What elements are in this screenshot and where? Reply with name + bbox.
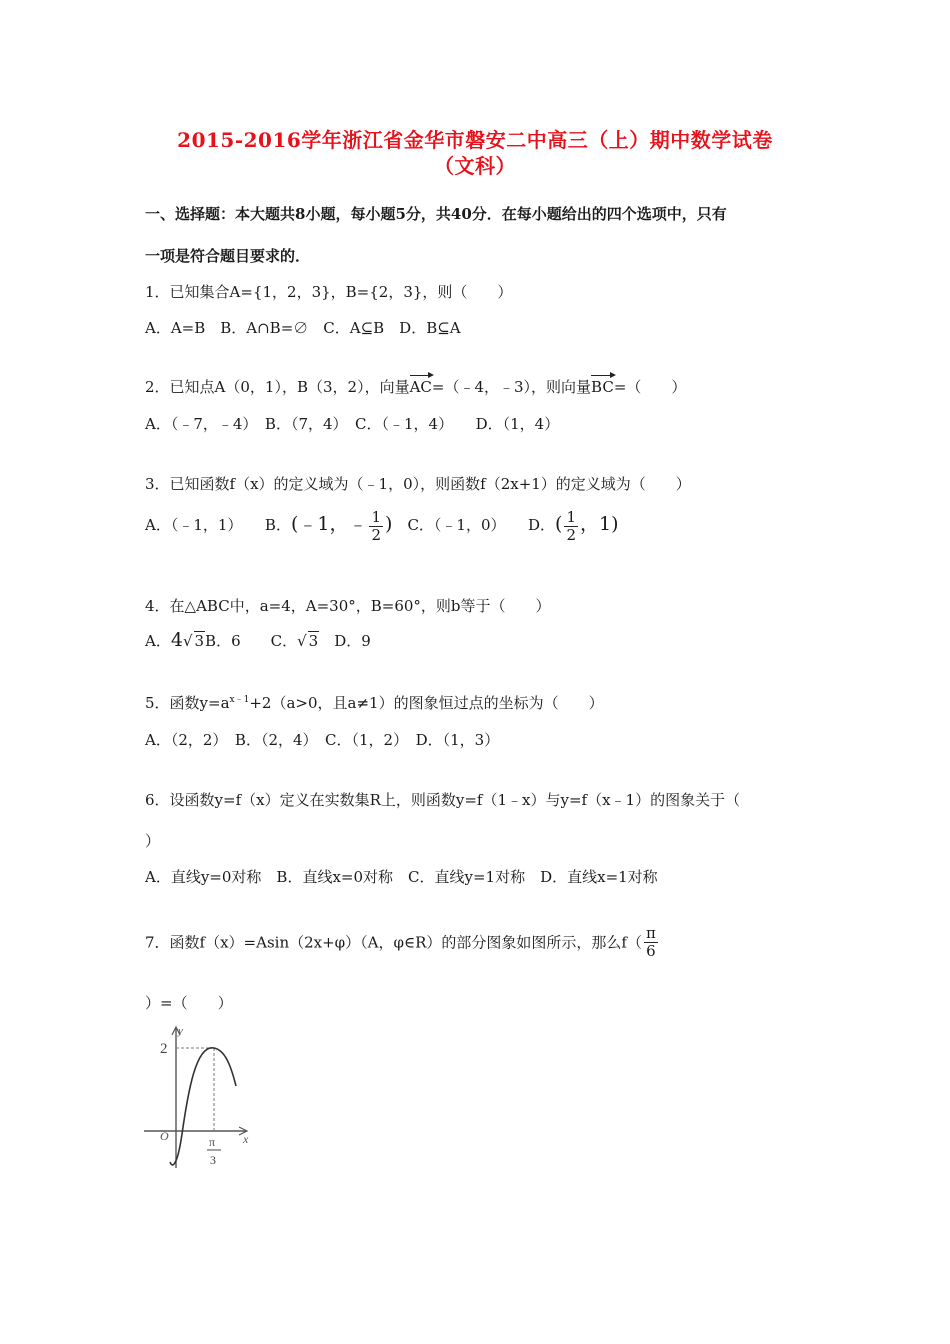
section-heading-line2: 一项是符合题目要求的．	[145, 247, 311, 265]
q4-opt-b: B．6 C．	[205, 632, 298, 650]
sqrt-icon: √	[297, 632, 307, 650]
vector-bc: BC	[591, 378, 614, 396]
sine-graph-figure	[140, 1022, 285, 1172]
sine-curve	[170, 1048, 236, 1165]
y-axis-label: y	[178, 1025, 183, 1037]
q3-stem: 3．已知函数f（x）的定义域为（﹣1，0），则函数f（2x+1）的定义域为（ ）	[145, 475, 691, 493]
q3-opt-b-post: )	[385, 513, 393, 535]
fraction-denominator: 2	[371, 525, 382, 544]
q1-options: A．A=B B．A∩B=∅ C．A⊆B D．B⊆A	[145, 319, 461, 337]
y-tick-label: 2	[160, 1041, 168, 1057]
q3-options	[145, 509, 619, 543]
q2-stem	[145, 376, 686, 397]
q2-options: A．（﹣7，﹣4） B．（7，4） C．（﹣1，4） D．（1，4）	[145, 415, 560, 433]
exam-title: 2015-2016学年浙江省金华市磐安二中高三（上）期中数学试卷	[177, 128, 773, 152]
q3-opt-b-fraction	[369, 509, 383, 543]
q5-stem	[145, 692, 604, 713]
section-heading-line1: 一、选择题：本大题共8小题，每小题5分，共40分．在每小题给出的四个选项中，只有	[145, 205, 727, 223]
q1-stem: 1．已知集合A={1，2，3}，B={2，3}，则（ ）	[145, 283, 513, 301]
q3-opt-b-pre: (﹣1，﹣	[290, 513, 368, 535]
q6-stem: 6．设函数y=f（x）定义在实数集R上，则函数y=f（1﹣x）与y=f（x﹣1）的图象关于（	[145, 791, 741, 809]
sqrt-icon: √	[182, 632, 193, 650]
q4-options	[145, 629, 371, 651]
q5-exponent: x﹣1	[229, 695, 250, 705]
origin-label: O	[160, 1129, 169, 1143]
fraction-numerator: 1	[566, 508, 576, 526]
q4-opt-a: A．	[145, 632, 171, 650]
vector-ac: AC	[409, 378, 432, 396]
q5-options: A．（2，2） B．（2，4） C．（1，2） D．（1，3）	[145, 731, 500, 749]
q4-opt-a-radicand: 3	[194, 632, 205, 650]
exam-subtitle: （文科）	[434, 154, 516, 178]
q7-stem-end: ）=（ ）	[145, 994, 233, 1012]
fraction-denominator: 6	[646, 941, 656, 960]
q7-stem	[145, 925, 660, 959]
x-tick-denominator: 3	[210, 1153, 216, 1167]
q3-opt-d-pre: (	[555, 513, 563, 535]
x-axis-label: x	[243, 1132, 249, 1146]
q4-opt-a-coef: 4	[170, 629, 183, 651]
q2-stem-a: 2．已知点A（0，1），B（3，2），向量	[145, 378, 410, 396]
q7-stem-a: 7．函数f（x）=Asin（2x+φ）（A，φ∈R）的部分图象如图所示，那么f（	[145, 933, 642, 952]
q2-stem-c: =（ ）	[613, 378, 687, 396]
q5-stem-a: 5．函数y=a	[145, 694, 230, 712]
fraction-numerator: π	[645, 924, 656, 942]
fraction-numerator: 1	[371, 508, 382, 526]
q3-opt-d-post: ，1)	[580, 513, 619, 535]
q7-fraction	[644, 925, 658, 959]
q4-opt-c-radicand: 3	[308, 632, 319, 650]
q5-stem-b: +2（a>0，且a≠1）的图象恒过点的坐标为（ ）	[249, 694, 604, 712]
q6-stem-end: ）	[145, 832, 161, 850]
q4-stem: 4．在△ABC中，a=4，A=30°，B=60°，则b等于（ ）	[145, 597, 551, 615]
fraction-denominator: 2	[566, 525, 576, 544]
q3-opt-d-fraction	[564, 509, 578, 543]
q3-opt-a: A．（﹣1，1） B．	[145, 516, 291, 534]
q3-opt-c: C．（﹣1，0） D．	[392, 516, 556, 534]
x-tick-numerator: π	[209, 1135, 216, 1149]
q2-stem-b: =（﹣4，﹣3），则向量	[431, 378, 592, 396]
q4-opt-d: D．9	[319, 632, 371, 650]
q6-options: A．直线y=0对称 B．直线x=0对称 C．直线y=1对称 D．直线x=1对称	[145, 868, 658, 886]
